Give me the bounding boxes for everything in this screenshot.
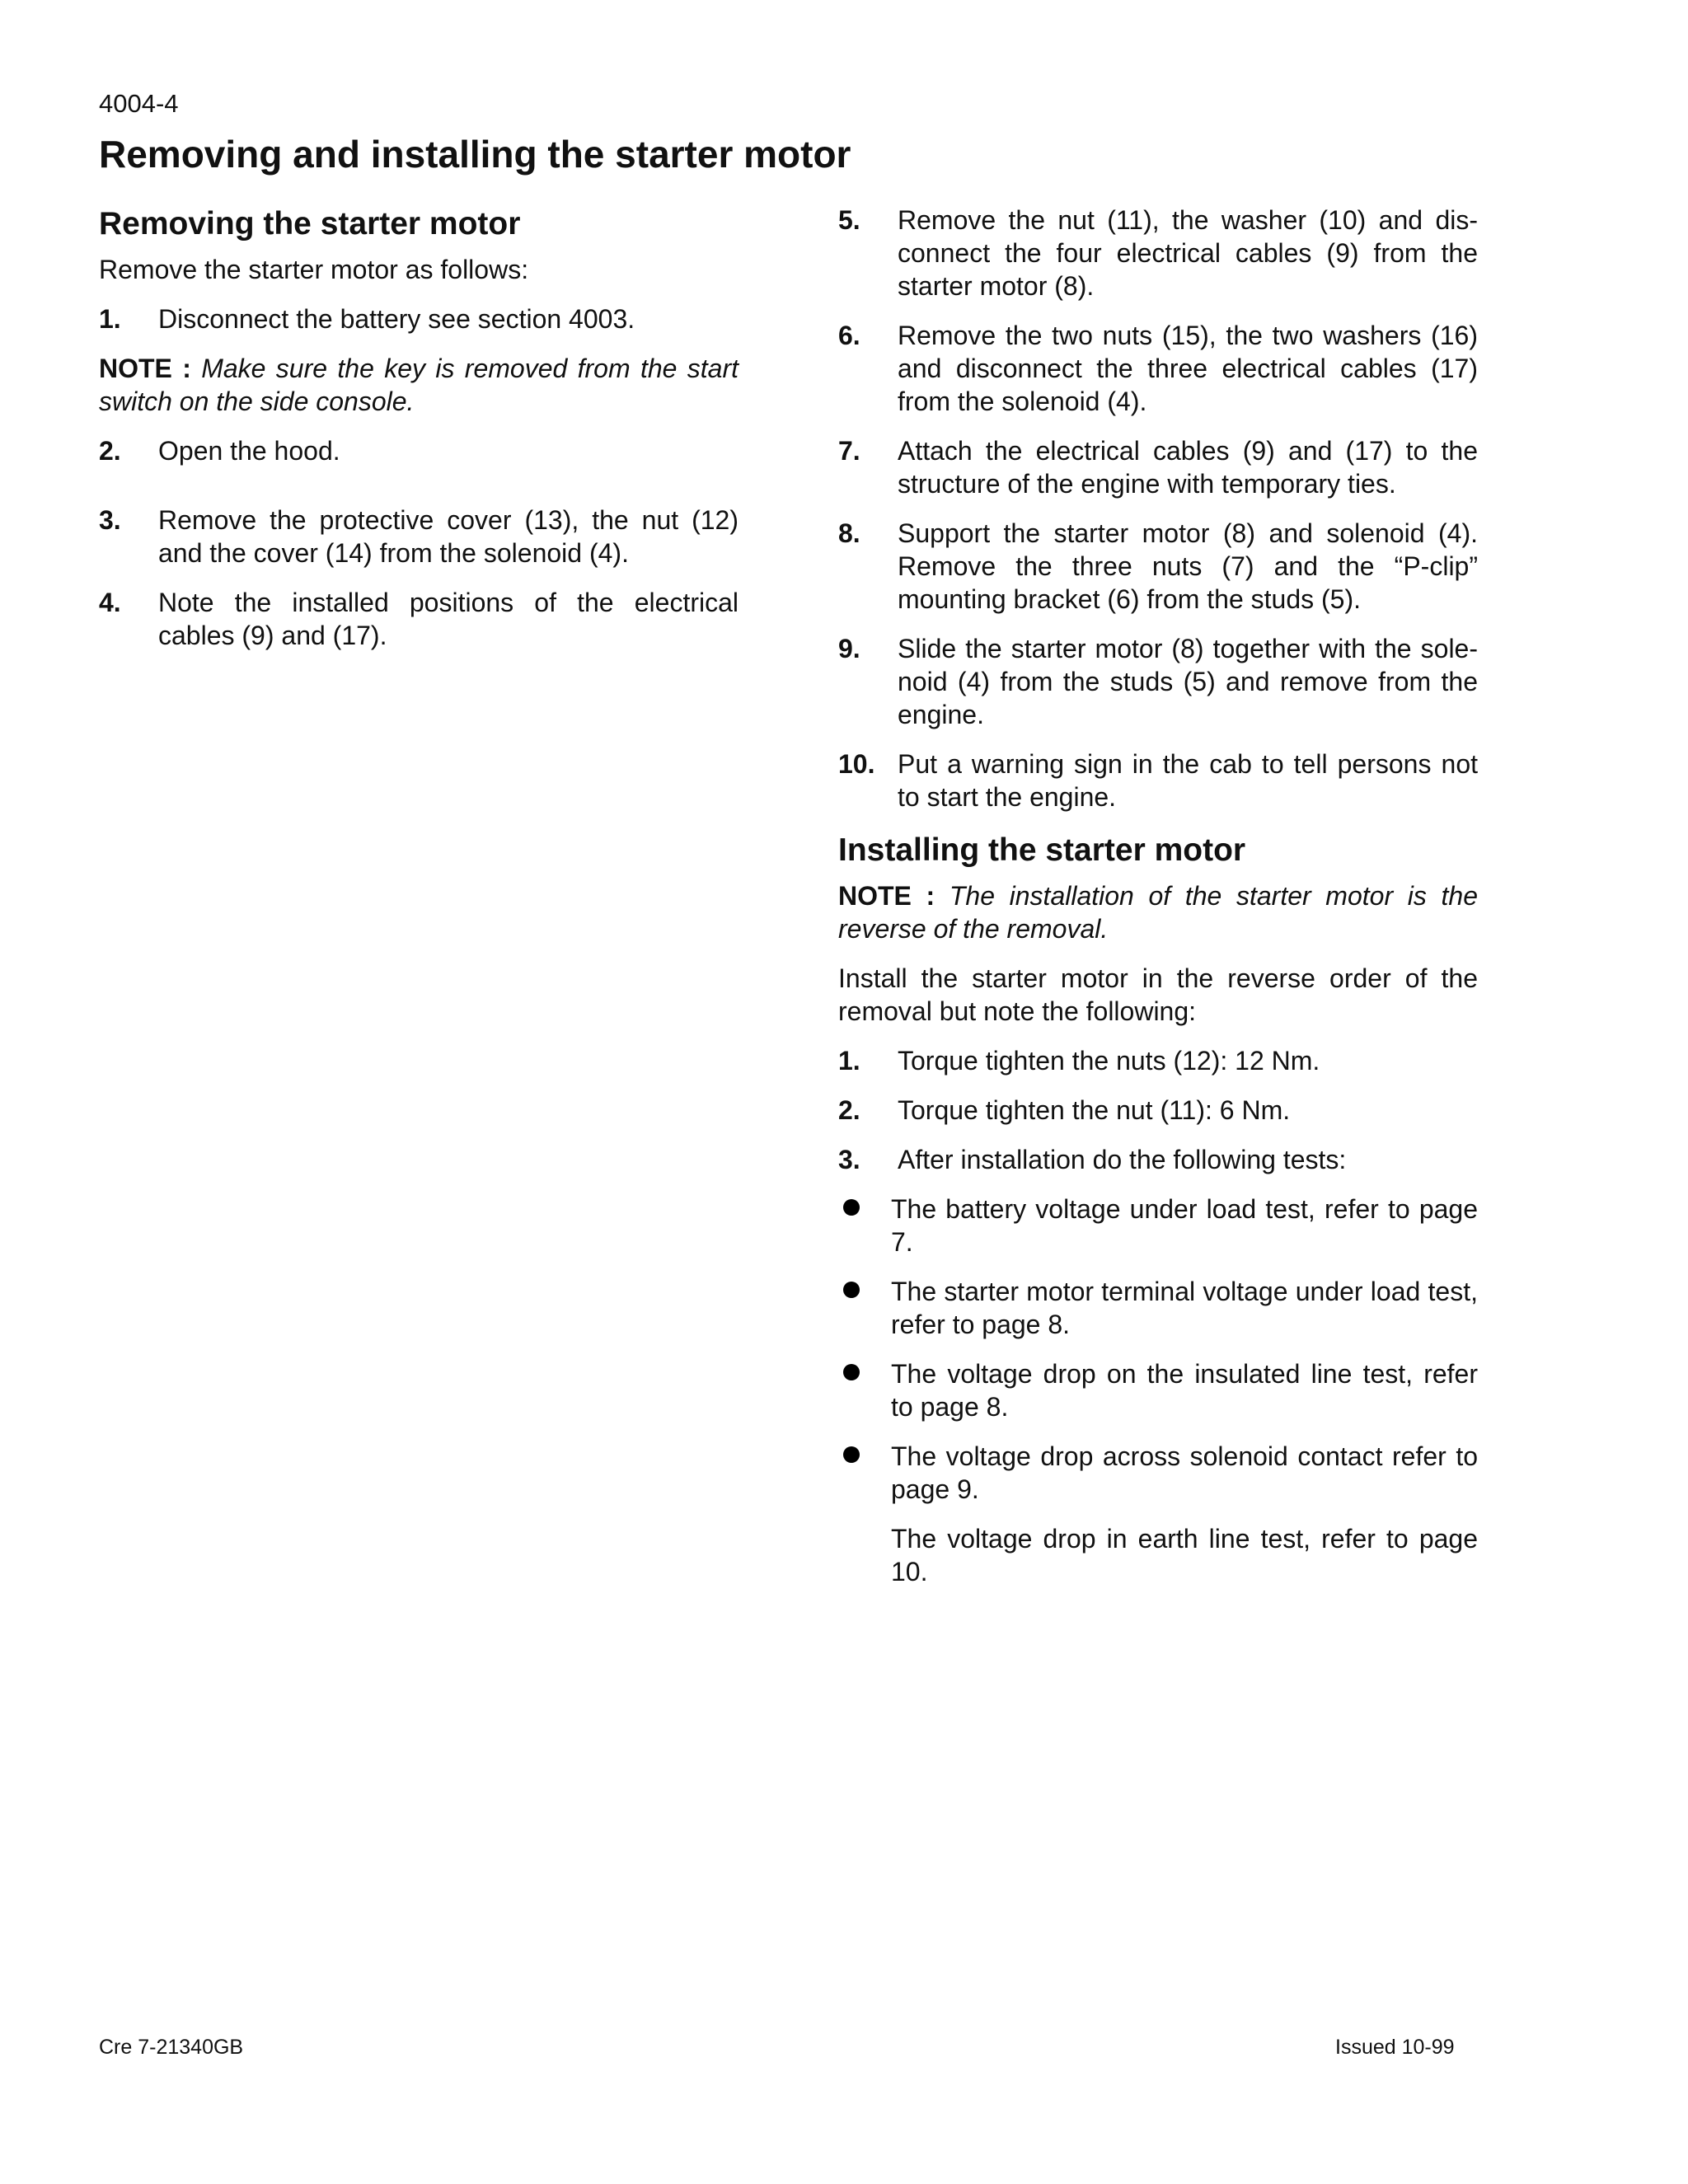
step-number: 4. xyxy=(99,588,121,617)
removing-intro: Remove the starter motor as follows: xyxy=(99,255,529,284)
step-text: Torque tighten the nut (11): 6 Nm. xyxy=(898,1095,1291,1125)
footer-doc-id: Cre 7-21340GB xyxy=(99,2036,244,2059)
step-number: 8. xyxy=(838,518,860,548)
right-column xyxy=(838,204,1478,1605)
removing-heading: Removing the starter motor xyxy=(99,206,521,241)
test-text: The voltage drop on the insulated line test, refer to page 8. xyxy=(891,1359,1478,1422)
step-text: Support the starter motor (8) and solenoid (4). Remove the three nuts (7) and the “P-clip” mounting bracket (6) from the studs (5). xyxy=(898,518,1478,614)
install-intro: Install the starter motor in the reverse order of the removal but note the following: xyxy=(838,963,1478,1026)
footer-issued-date: Issued 10-99 xyxy=(1335,2036,1455,2059)
test-text: The battery voltage under load test, refer to page 7. xyxy=(891,1194,1478,1257)
bullet-dot-icon xyxy=(843,1446,860,1463)
step-text: Put a warning sign in the cab to tell persons not to start the engine. xyxy=(898,749,1478,812)
test-text: The starter motor terminal voltage under load test, refer to page 8. xyxy=(891,1277,1478,1339)
removal-step-8 xyxy=(838,517,1478,616)
removal-step-4 xyxy=(99,586,738,652)
removal-step-2 xyxy=(99,434,738,467)
step-number: 3. xyxy=(838,1145,860,1174)
test-item-battery-voltage xyxy=(838,1193,1478,1258)
step-text: Slide the starter motor (8) together with the sole-noid (4) from the studs (5) and remove from the engine. xyxy=(898,634,1478,729)
step-number: 7. xyxy=(838,436,860,466)
test-item-solenoid-contact xyxy=(838,1440,1478,1506)
installing-heading: Installing the starter motor xyxy=(838,832,1246,868)
install-note xyxy=(838,879,1478,945)
step-text: Disconnect the battery see section 4003. xyxy=(158,304,635,334)
install-step-3 xyxy=(838,1143,1478,1176)
step-number: 6. xyxy=(838,321,860,350)
step-number: 2. xyxy=(99,436,121,466)
step-text: Remove the two nuts (15), the two washers (16) and disconnect the three electrical cables (17) from the solenoid (4). xyxy=(898,321,1478,416)
removal-step-10 xyxy=(838,748,1478,813)
step-text: Attach the electrical cables (9) and (17) to the structure of the engine with temporary ties. xyxy=(898,436,1478,499)
left-column xyxy=(99,204,738,668)
step-number: 2. xyxy=(838,1095,860,1125)
note-label: NOTE : xyxy=(99,354,191,383)
test-item-earth-line: The voltage drop in earth line test, refer to page 10. xyxy=(891,1524,1478,1586)
removal-step-3 xyxy=(99,504,738,569)
step-number: 1. xyxy=(99,304,121,334)
removal-step-5 xyxy=(838,204,1478,302)
removal-step-9 xyxy=(838,632,1478,731)
step-number: 10. xyxy=(838,749,875,779)
bullet-dot-icon xyxy=(843,1364,860,1380)
bullet-dot-icon xyxy=(843,1199,860,1216)
removal-step-6 xyxy=(838,319,1478,418)
removal-step-7 xyxy=(838,434,1478,500)
test-item-insulated-line xyxy=(838,1357,1478,1423)
step-text: Torque tighten the nuts (12): 12 Nm. xyxy=(898,1046,1320,1076)
note-label: NOTE : xyxy=(838,881,935,911)
step-number: 5. xyxy=(838,205,860,235)
step-text: Note the installed positions of the electrical cables (9) and (17). xyxy=(158,588,738,650)
test-item-starter-terminal-voltage xyxy=(838,1275,1478,1341)
removal-step-1 xyxy=(99,302,738,335)
step-text: Remove the nut (11), the washer (10) and dis-connect the four electrical cables (9) from the starter motor (8). xyxy=(898,205,1478,301)
install-step-1 xyxy=(838,1044,1478,1077)
note-text: The installation of the starter motor is the reverse of the removal. xyxy=(838,881,1479,944)
removal-note xyxy=(99,352,738,418)
step-number: 9. xyxy=(838,634,860,663)
test-text: The voltage drop across solenoid contact refer to page 9. xyxy=(891,1441,1478,1504)
page-title: Removing and installing the starter motor xyxy=(99,133,851,176)
step-number: 1. xyxy=(838,1046,860,1076)
step-text: After installation do the following tests: xyxy=(898,1145,1347,1174)
step-text: Open the hood. xyxy=(158,436,340,466)
bullet-dot-icon xyxy=(843,1282,860,1298)
page-number: 4004-4 xyxy=(99,89,179,118)
install-step-2 xyxy=(838,1094,1478,1127)
step-text: Remove the protective cover (13), the nut (12) and the cover (14) from the solenoid (4). xyxy=(158,505,738,568)
note-text: Make sure the key is removed from the start switch on the side console. xyxy=(99,354,739,416)
step-number: 3. xyxy=(99,505,121,535)
